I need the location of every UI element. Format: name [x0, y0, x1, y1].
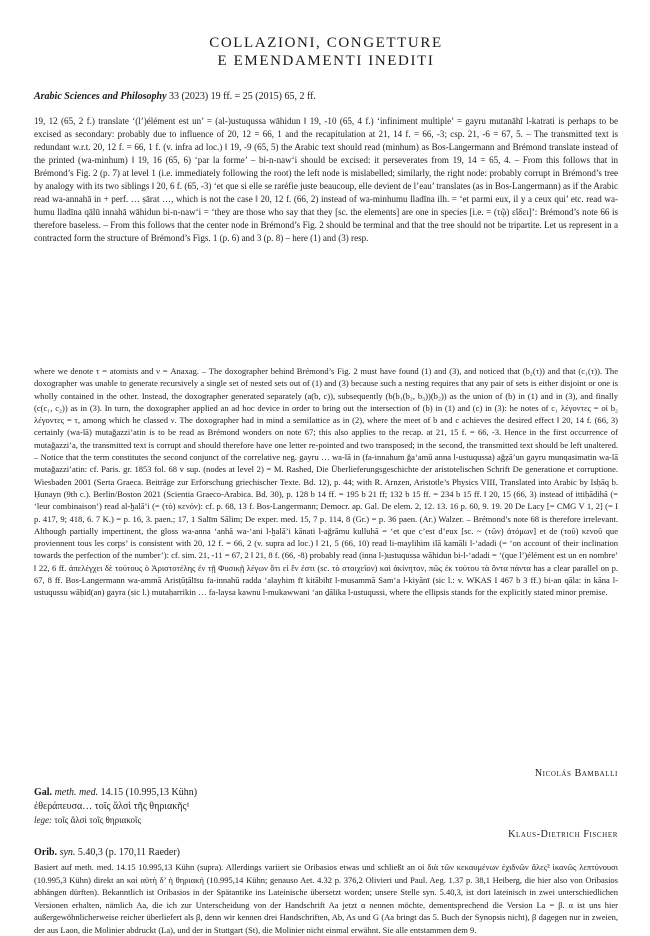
section-3-citation: 5.40,3 (p. 170,11 Raeder) [75, 847, 181, 858]
lege-label: lege: [34, 815, 52, 825]
section-3-reference [34, 846, 180, 859]
section-1-paragraph-1: 19, 12 (65, 2 f.) translate ‘(l’)élément est un’ = (al-)ustuqussa wāhidun ‖ 19, -10 (65, 4 f.) ‘infiniment multiple’ = gayru mutanāhī l-katrati is perhaps to be excised as secondary: probably due to influence of 20, 12 = 66, 1 and the recapitulation at 21, 14 f. = 66, -3; csp. 21, -6 = 67, 5. – The transmitted text is redundant w.r.t. 20, 12 f. = 66, 1 f. (v. infra ad loc.) ‖ 19, -9 (65, 5) the Arabic text should read (minhum) as Bos-Langermann and Brémond translate instead of the printed (wa-minhum) ‖ 19, 16 (65, 6) ‘par la forme’ – bi-n-naw‘i should be excised: it perseverates from 19, 14 = 65, 4. – From this follows that in Brémond’s Fig. 2 (p. 7) at level 1 (i.e. immediately following the root) the left node is mislabelled; similarly, the right node: probably corrupt in Brémond’s tree by analogy with its two siblings ‖ 20, 6 f. (65, -3) ‘et que si elle se raréfie juste beaucoup, elle devient de l’eau’ translates (as in Bos-Langermann) as if the Arabic read wa-annahā in + perf. … ṣārat …, which is not the case ‖ 20, 12 f. (66, 2) instead of wa-minhumu lladīna ilh. = ‘et parmi eux, il y a ceux qui’ etc. read wa-humu lladīna qālū innahā wāhidun bi-n-naw‘i = ‘they are those who say that they [sc. the elements] are one in species [i.e. = (τῷ) εἴδει]’: Brémond’s note 66 is therefore baseless. – From this follows that the center node in Brémond’s Fig. 2 should be terminal and that the tree should not be tripartite. Let us represent in a contracted form the structure of Brémond’s Figs. 1 (p. 6) and 3 (p. 8) – here (1) and (3) resp. [34, 116, 618, 243]
section-3-label: Orib. [34, 847, 58, 858]
section-2-reference [34, 786, 197, 799]
section-3-work: syn. [59, 847, 76, 858]
lege-line [34, 815, 141, 825]
greek-quote: ἐθεράπευσα… τοῖς ἄλσὶ τῆς θηριακῆς¹ [34, 801, 190, 812]
section-2-label: Gal. [34, 787, 53, 798]
section-2-work: meth. med. [54, 787, 99, 798]
author-fischer: Klaus-Dietrich Fischer [508, 829, 618, 840]
section-3-paragraph: Basiert auf meth. med. 14.15 10.995,13 Kühn (supra). Allerdings variiert sie Oribasios etwas und schließt an οἱ διὰ τῶν κεκαυμένων ἐχιδνῶν ἅλες² ἱκανῶς λεπτύνουσι (10.995,3 Kühn) direkt an καὶ αὐτὴ δ’ ἡ θηριακή (10.995,14 Kühn; genauso Aet. 4.32 p. 376,2 Olivieri und Paul. Aeg. 1.37 p. 38,1 Heiberg, die hier also von Oribasios abhängen dürften). Bekanntlich ist Oribasios in der Spätantike ins Lateinische übersetzt worden; unsere Stelle syn. 5.40,3, ist dort lateinisch in zwei unterschiedlichen Versionen erhalten, nämlich Aa, die ich zur Unterscheidung von der Handschrift Aa jetzt α nennen möchte, dementsprechend die Version La = β. α ist uns hier außergewöhnlicherweise reicher überliefert als β, denn wir kennen drei Handschriften, Ab, As und G (Aa bringt das 5. Buch der Synopsis nicht), β dagegen nur in zweien, der aus Laon, die Molinier abdruckt (La), und der in Stuttgart (St), die Molinier nicht einmal erwähnt. Sie alle entstammen dem 9. [34, 862, 618, 935]
lege-text: τοῖς ἄλσὶ τοῖς θηριακοῖς [52, 815, 142, 825]
heading-line-2: E EMENDAMENTI INEDITI [217, 53, 435, 69]
section-1-reference [34, 90, 316, 103]
section-2-citation: 14.15 (10.995,13 Kühn) [98, 787, 198, 798]
section-1-paragraph-2: where we denote τ = atomists and ν = Anaxag. – The doxographer behind Brémond’s Fig. 2 must have found (1) and (3), and noticed that (b₂(τ)) and that (c₁(τ)). The doxographer was unable to generate recursively a single set of nested sets out of (1) and (3) because such a nesting requires that any pair of sets is either disjoint or one is wholly contained in the other. Instead, the doxographer generated separately (a(b, c)), subsequently (b(b₁(b₂, b₃))(b₂)) as the union of (b) in (1) and in (3), and finally (c(c₁, c₂)) as in (3). In turn, the doxographer applied an ad hoc device in order to bring out the intersection of (b) in (1) and (c) in (3): he notes of c₁ λέγοντες = οἱ b₂ λέγοντες = τ, among which he classed ν. The doxographer had in mind a semilattice as in (2), where the meet of b and c achieves the desired effect ‖ 20, 14 f. (66, 3) certainly (wa-lā) mutağazzi’atin is to be read as Brémond wonders on note 67; this also applies to the recap. at 21, 15 f. = 66, -3. Hence in the first occurrence of mutağazzi’a, the transmitted text is corrupt and should therefore have one letter re-pointed and two transposed; in the second, the transmitted text should be left unaltered. – Notice that the term constitutes the second conjunct of the correlative neg. gayru … wa-lā in (fa-innahum ğa‘amū anna l-ustuqussa) ağẓā’un gayru munqasimatin wa-lā mutağazzi’atin: cf. Paris. gr. 1853 fol. 68 v sup. (nodes at level 2) = M. Rashed, Die Überlieferungsgeschichte der aristotelischen Schrift De generatione et corruptione. Wiesbaden 2001 (Serta Graeca. Beiträge zur Erforschung griechischer Texte. Bd. 12), p. 44; with R. Arnzen, Aristotle’s Physics VIII, Translated into Arabic by Isḥāq b. Ḥunayn (9th c.). Berlin/Boston 2021 (Scientia Graeco-Arabica. Bd. 30), p. 128 b 14 ff. = 195 b 21 ff; 132 b 15 ff. = 234 b 15 ff. ‖ 20, 15 (66, 3) instead of ittiḥādihā (= ‘leur combinaison’) read al-ḫalā’i (= (τὸ) κενόν): cf. p. 68, 13 f. Bos-Langermann; Democr. ap. Gal. De elem. 2, 12. 13. 16 p. 60, 9. 19. 20 De Lacy [= CMG V 1, 2] (= I p. 417, 9; 418, 6. 7 K.) = p. 16, 3. paen.; 17, 1 Salīm Sālim; De exper. med. 15, 7 p. 114, 8 (Gr.) = p. 36 paen. (Ar.) Walzer. – Brémond’s note 68 is therefore irrelevant. Although partially impertinent, the gloss wa-anna ‘anhā wa-‘ani l-ḫalā’i kānati l-ağrāmu kulluhā = ‘et que c’est d’eux [sc. ~ (τῶν) ἀτόμων] et de (τοῦ) κενοῦ que proviennent tous les corps’ is consistent with 20, 12 f. = 66, 2 (v. supra ad loc.) ‖ 21, 5 (66, 10) read li-maylihim ilā kamāli l-‘adadi (= ‘on account of their inclination towards the perfection of the number’): cf. sim. 21, -11 = 67, 2 ‖ 21, 8 f. (66, -8) probably read (inna l-)ustuqussa wāhidun bi-l-‘adadi = ‘(que l’)élément est un en nombre’ ‖ 22, 6 ff. ἀπελέγχει δὲ τούτους ὁ Ἀριστοτέλης ἐν τῇ Φυσικῇ λέγων ὅτι εἰ ἓν ἐστι (sc. τὸ στοιχεῖον) καὶ ἀκίνητον, πῶς ἐκ τούτου τὰ ὄντα πάντα has a clear parallel on p. 67, 8 ff. Bos-Langermann wa-ammā Arisṭūṭālīsu fa-innahū radda ‘alayhim fī kitābihī l-musammā Sam‘a l-kiyānī (sic l.: v. WKAS I 467 b 3 ff.) bi-an qāla: in kāna l-ustuqussu wāḥid(an) gayra (sic l.) mutaḥarrikin … fa-laysa kawnu l-mukawwani ‘an ḏālika l-ustuqussi, where the ellipsis stands for the explicitly stated minor premise. [34, 366, 618, 598]
section-heading [34, 34, 618, 70]
journal-title: Arabic Sciences and Philosophy [34, 91, 167, 102]
journal-citation: 33 (2023) 19 ff. = 25 (2015) 65, 2 ff. [166, 91, 316, 102]
author-bamballi: Nicolás Bamballi [534, 768, 618, 779]
heading-line-1: COLLAZIONI, CONGETTURE [209, 35, 443, 51]
